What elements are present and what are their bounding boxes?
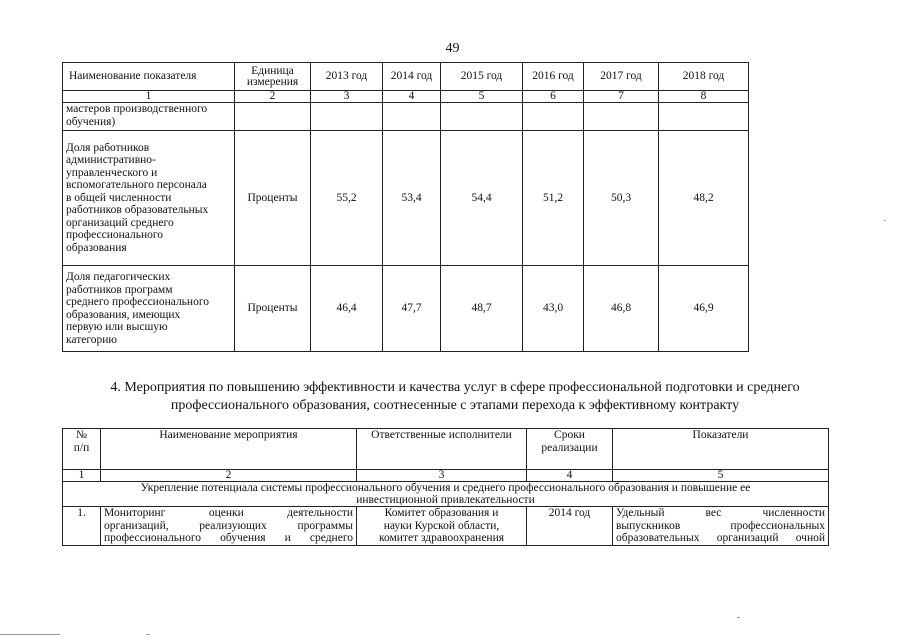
indicator-value: [383, 103, 441, 131]
indicator-name: Доля работников административно- управленческого и вспомогательного персонала в общей численности работников образовательных организаций среднего профессионального образования: [63, 131, 235, 266]
indicator-value: 47,7: [383, 266, 441, 352]
indicator-value: 51,2: [523, 131, 584, 266]
indicator-line: Удельный вес численности: [616, 507, 825, 519]
table-row: [63, 103, 749, 131]
header-year-2015: 2015 год: [441, 63, 523, 91]
column-number: 7: [584, 91, 659, 103]
indicator-cell: [613, 507, 829, 546]
scan-mark: [884, 220, 886, 221]
indicator-value: 46,8: [584, 266, 659, 352]
indicator-value: 54,4: [441, 131, 523, 266]
scan-mark: [146, 634, 150, 635]
table-header-row: [63, 63, 749, 91]
column-number: 5: [441, 91, 523, 103]
section-subheader: Укрепление потенциала системы профессионального обучения и среднего профессионального образования и повышение ее инвестиционной привлекательности: [63, 482, 829, 507]
activity-cell: [101, 507, 357, 546]
page-number: 49: [445, 41, 460, 56]
header-year-2017: 2017 год: [584, 63, 659, 91]
column-number: 4: [383, 91, 441, 103]
column-number: 1: [63, 91, 235, 103]
indicator-value: [659, 103, 749, 131]
activity-line: организаций, реализующих программы: [104, 519, 353, 532]
activity-line: Мониторинг оценки деятельности: [104, 507, 353, 519]
column-number: 8: [659, 91, 749, 103]
indicator-value: [441, 103, 523, 131]
indicator-value: 50,3: [584, 131, 659, 266]
scan-mark: [737, 617, 740, 618]
executors-cell: Комитет образования и науки Курской области, комитет здравоохранения: [357, 507, 527, 546]
header-term: Сроки реализации: [527, 429, 613, 470]
column-number: 3: [311, 91, 383, 103]
header-unit: Единица измерения: [235, 63, 311, 91]
table-row: [63, 266, 749, 352]
scan-mark: [0, 634, 60, 635]
column-number: 3: [357, 470, 527, 482]
indicator-value: 55,2: [311, 131, 383, 266]
indicator-value: 48,2: [659, 131, 749, 266]
indicator-value: 46,4: [311, 266, 383, 352]
indicator-unit: [235, 103, 311, 131]
row-number: 1.: [63, 507, 101, 546]
header-indicators: Показатели: [613, 429, 829, 470]
indicator-value: [523, 103, 584, 131]
indicator-value: [311, 103, 383, 131]
column-number: 4: [527, 470, 613, 482]
section-subheader-row: [63, 482, 829, 507]
indicator-value: [584, 103, 659, 131]
header-year-2014: 2014 год: [383, 63, 441, 91]
section-title: 4. Мероприятия по повышению эффективности и качества услуг в сфере профессиональной подготовки и среднего профессионального образования, соотнесенные с этапами перехода к эффективному контракту: [110, 380, 800, 413]
table-header-row: [63, 429, 829, 470]
indicator-unit: Проценты: [235, 131, 311, 266]
column-number: 5: [613, 470, 829, 482]
column-number: 1: [63, 470, 101, 482]
column-number-row: [63, 470, 829, 482]
column-number: 2: [235, 91, 311, 103]
header-executors: Ответственные исполнители: [357, 429, 527, 470]
activity-line: профессионального обучения и среднего: [104, 532, 353, 544]
indicator-line: образовательных организаций очной: [616, 532, 825, 544]
measures-table: [62, 428, 829, 546]
indicator-value: 48,7: [441, 266, 523, 352]
header-year-2018: 2018 год: [659, 63, 749, 91]
header-year-2013: 2013 год: [311, 63, 383, 91]
indicators-table: [62, 62, 749, 352]
column-number: 2: [101, 470, 357, 482]
indicator-name: мастеров производственного обучения): [63, 103, 235, 131]
term-cell: 2014 год: [527, 507, 613, 546]
table-row: [63, 507, 829, 546]
column-number-row: [63, 91, 749, 103]
indicator-line: выпускников профессиональных: [616, 519, 825, 532]
header-indicator-name: Наименование показателя: [63, 63, 235, 91]
header-year-2016: 2016 год: [523, 63, 584, 91]
indicator-value: 53,4: [383, 131, 441, 266]
table-row: [63, 131, 749, 266]
column-number: 6: [523, 91, 584, 103]
indicator-unit: Проценты: [235, 266, 311, 352]
header-activity: Наименование мероприятия: [101, 429, 357, 470]
indicator-value: 43,0: [523, 266, 584, 352]
header-number: № п/п: [63, 429, 101, 470]
indicator-name: Доля педагогических работников программ среднего профессионального образования, имеющих первую или высшую категорию: [63, 266, 235, 352]
indicator-value: 46,9: [659, 266, 749, 352]
